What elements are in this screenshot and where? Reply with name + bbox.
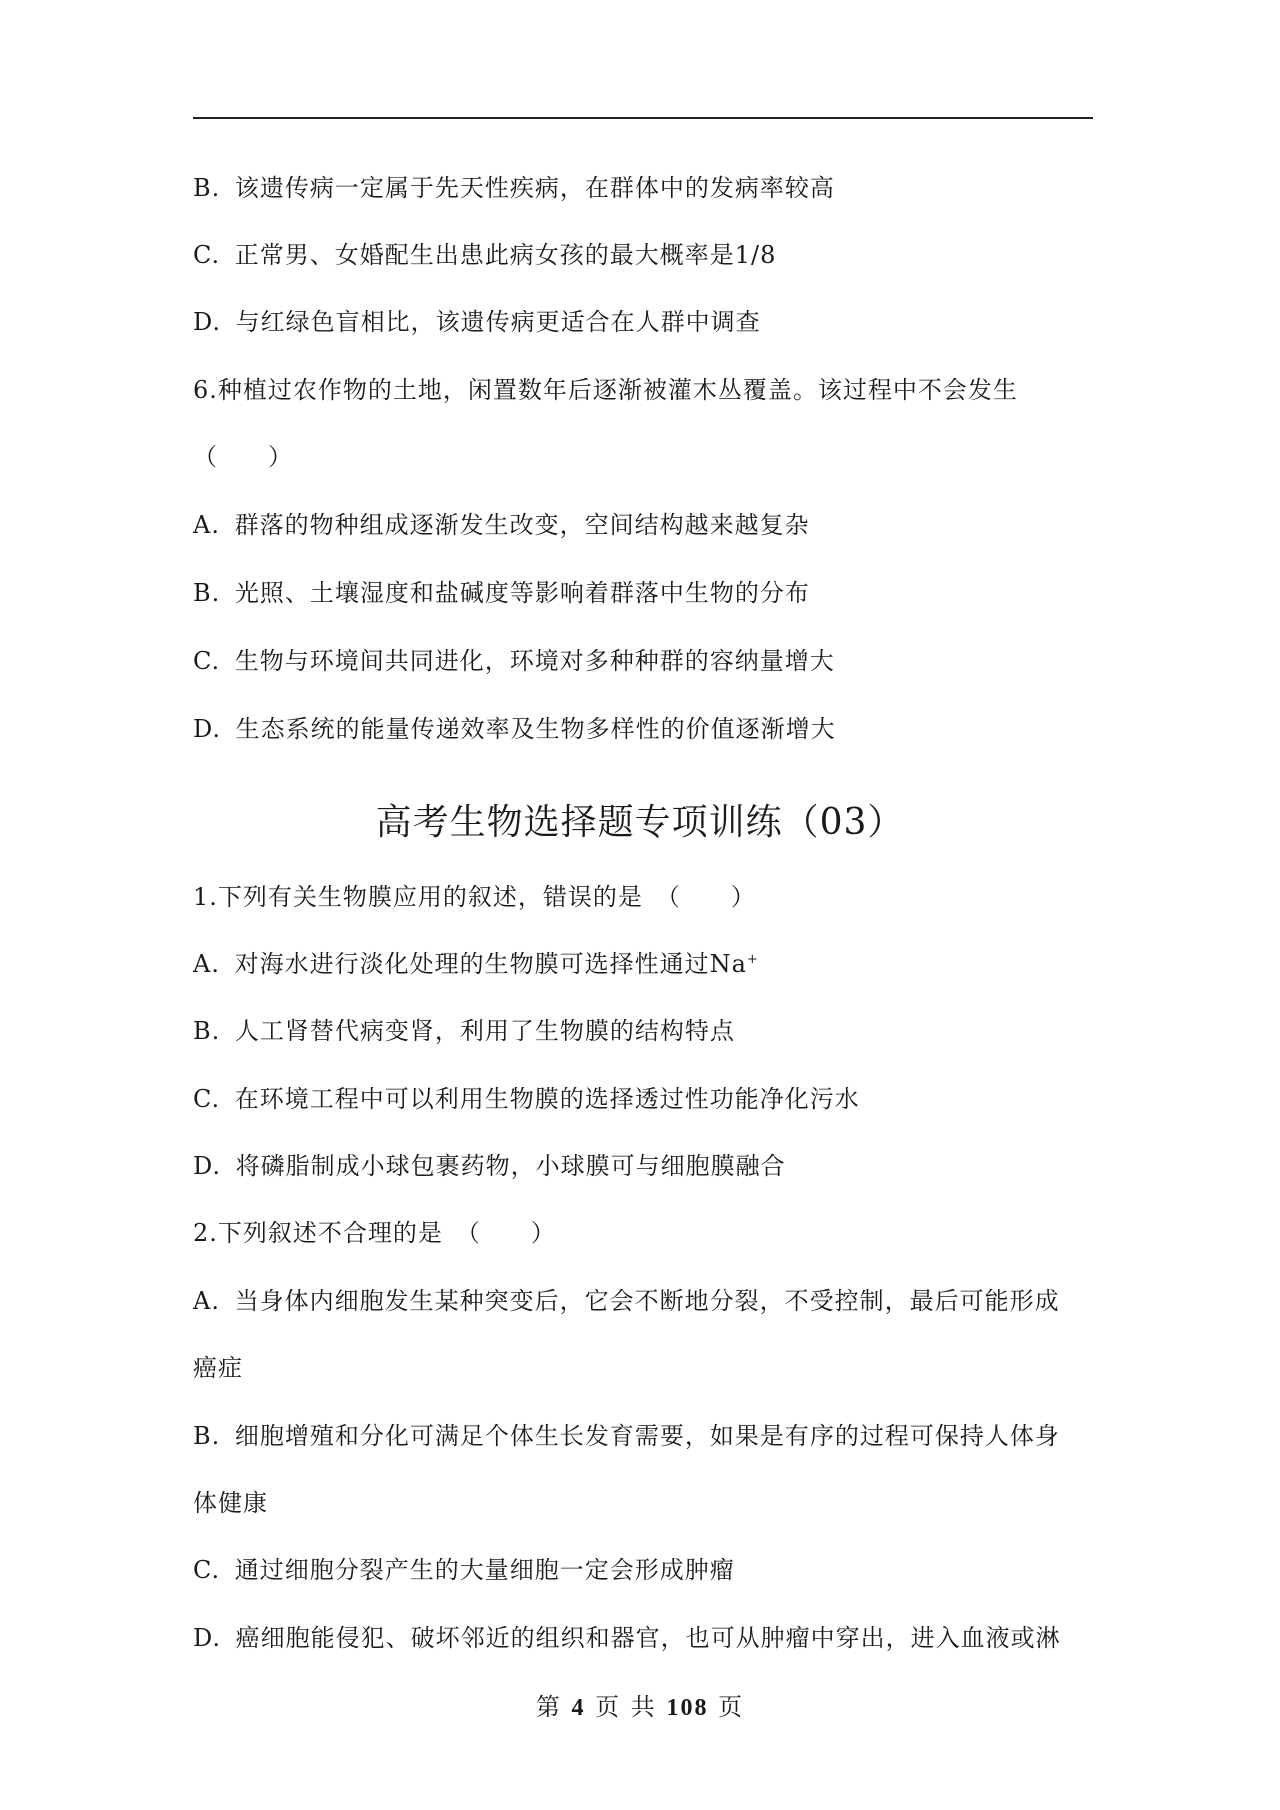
option-text: 正常男、女婚配生出患此病女孩的最大概率是1/8 <box>234 241 777 269</box>
option-label: C. <box>193 1556 221 1584</box>
q2-stem: 2.下列叙述不合理的是 （ ） <box>193 1219 556 1247</box>
option-label: A. <box>193 511 220 539</box>
option-text: 当身体内细胞发生某种突变后，它会不断地分裂，不受控制，最后可能形成 <box>234 1287 1060 1315</box>
q6-blank: （ ） <box>193 443 293 471</box>
option-b-prev <box>193 171 835 205</box>
q1-stem: 1.下列有关生物膜应用的叙述，错误的是 （ ） <box>193 883 756 911</box>
option-label: B. <box>193 1017 221 1045</box>
option-label: D. <box>193 308 222 336</box>
option-text: 细胞增殖和分化可满足个体生长发育需要，如果是有序的过程可保持人体身 <box>234 1422 1060 1450</box>
q6-option-c <box>193 644 835 678</box>
option-label: B. <box>193 1422 221 1450</box>
option-label: C. <box>193 241 221 269</box>
option-text: 癌细胞能侵犯、破坏邻近的组织和器官，也可从肿瘤中穿出，进入血液或淋 <box>235 1624 1061 1652</box>
q1-option-c <box>193 1082 860 1116</box>
option-label: A. <box>193 950 220 978</box>
footer-pre: 第 <box>535 1693 562 1721</box>
option-c-prev <box>193 238 776 272</box>
option-label: B. <box>193 174 221 202</box>
footer-mid: 页 共 <box>595 1693 657 1721</box>
option-label: D. <box>193 1624 222 1652</box>
q2-option-a <box>193 1284 1060 1318</box>
q6-option-b <box>193 576 810 610</box>
page-footer <box>0 1690 1280 1725</box>
option-text: 在环境工程中可以利用生物膜的选择透过性功能净化污水 <box>234 1085 860 1113</box>
total-pages-number: 108 <box>666 1695 709 1721</box>
q2-option-b <box>193 1419 1060 1453</box>
q1-option-d <box>193 1149 786 1183</box>
section-title: 高考生物选择题专项训练（03） <box>375 802 905 843</box>
current-page-number: 4 <box>571 1695 586 1721</box>
footer-post: 页 <box>718 1693 745 1721</box>
header-rule <box>193 117 1093 119</box>
q2-option-b-continuation: 体健康 <box>193 1489 268 1517</box>
option-label: D. <box>193 715 222 743</box>
option-text: 该遗传病一定属于先天性疾病，在群体中的发病率较高 <box>234 174 835 202</box>
q1-option-a <box>193 947 759 981</box>
option-text: 将磷脂制成小球包裹药物，小球膜可与细胞膜融合 <box>235 1152 786 1180</box>
q6-stem: 6.种植过农作物的土地，闲置数年后逐渐被灌木丛覆盖。该过程中不会发生 <box>193 376 1018 404</box>
option-label: C. <box>193 647 221 675</box>
q2-option-c <box>193 1553 735 1587</box>
option-text: 光照、土壤湿度和盐碱度等影响着群落中生物的分布 <box>234 579 810 607</box>
option-text: 对海水进行淡化处理的生物膜可选择性通过Na <box>234 950 747 978</box>
option-text: 与红绿色盲相比，该遗传病更适合在人群中调查 <box>235 308 761 336</box>
option-text: 人工肾替代病变肾，利用了生物膜的结构特点 <box>234 1017 735 1045</box>
option-label: B. <box>193 579 221 607</box>
option-label: A. <box>193 1287 220 1315</box>
option-text: 通过细胞分裂产生的大量细胞一定会形成肿瘤 <box>234 1556 735 1584</box>
option-label: C. <box>193 1085 221 1113</box>
option-text: 生物与环境间共同进化，环境对多种种群的容纳量增大 <box>234 647 835 675</box>
superscript-plus: + <box>746 952 759 967</box>
q6-option-a <box>193 508 810 542</box>
q2-option-a-continuation: 癌症 <box>193 1354 243 1382</box>
option-d-prev <box>193 305 761 339</box>
option-text: 生态系统的能量传递效率及生物多样性的价值逐渐增大 <box>235 715 836 743</box>
q6-option-d <box>193 712 836 746</box>
option-text: 群落的物种组成逐渐发生改变，空间结构越来越复杂 <box>234 511 810 539</box>
q1-option-b <box>193 1014 735 1048</box>
option-label: D. <box>193 1152 222 1180</box>
q2-option-d <box>193 1621 1061 1655</box>
